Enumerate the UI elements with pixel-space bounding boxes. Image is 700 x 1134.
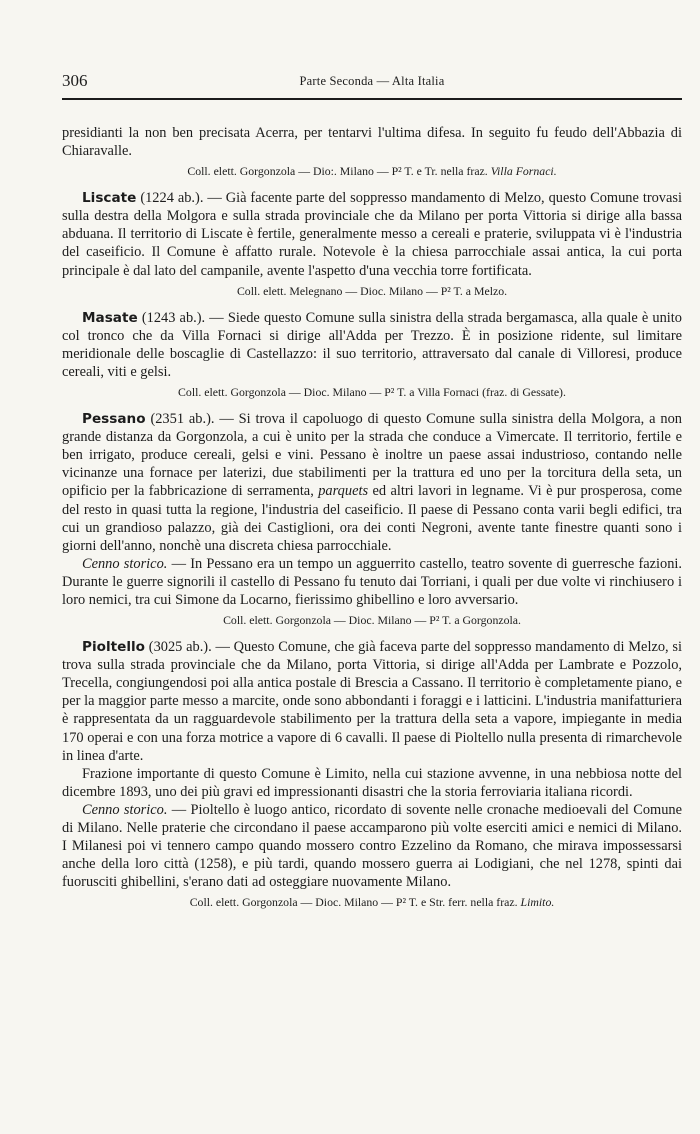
entry-masate [62,309,682,381]
entry-text: — Questo Comune, che già faceva parte del soppresso mandamento di Melzo, si trova sulla strada provinciale che da Milano, porta Vittoria, si dirige all'Adda per Lambrate e Pozzolo, Trecella, congiungendosi poi alla antica postale di Brescia a Cassano. Il territorio è completamente piano, e per la maggior parte messo a marcite, onde sono abbondanti i foraggi e i latticini. L'industria manifatturiera è rappresentata da un ragguardevole stabilimento per la trattura della seta a vapore, impiegante in media 170 operai e con una forza motrice a vapore di 6 cavalli. Il paese di Pioltello nulla presenta di rimarchevole in linea d'arte. [62,639,682,764]
entry-inhabitants: (1224 ab.). [136,190,204,207]
coll-line-masate: Coll. elett. Gorgonzola — Dioc. Milano — P² T. a Villa Fornaci (fraz. di Gessate). [178,385,566,400]
entry-name: Masate [82,309,138,326]
entry-name: Pessano [82,411,146,428]
entry-inhabitants: (2351 ab.). [145,411,215,428]
cenno-storico-text: — Pioltello è luogo antico, ricordato di sovente nelle cronache medioevali del Comune di Milano. Nelle praterie che circondano il paese accamparono più volte eserciti amici e nemici di Milano. I Milanesi poi vi tennero campo quando mossero contro Ezzelino da Romano, che mirava impossessarsi anche della loro città (1258), e più tardi, quando mossero guerra ai Lodigiani, che nel 1278, spinti dai fuorusciti ghibellini, s'erano dati ad osteggiare nuovamente Milano. [62,801,682,891]
coll-line-liscate: Coll. elett. Melegnano — Dioc. Milano — P² T. a Melzo. [236,283,508,298]
entry-text: — Siede questo Comune sulla sinistra della strada bergamasca, alla quale è unito col tronco che da Villa Fornaci si dirige all'Adda per Trezzo. È in posizione ridente, sul limitare meridionale delle boscaglie di Castellazzo: il suo territorio, attraversato dal canale di Villoresi, produce cereali, viti e gelsi. [62,309,683,380]
running-title: Parte Seconda — Alta Italia [299,74,445,88]
intro-paragraph: presidianti la non ben precisata Acerra, per tentarvi l'ultima difesa. In seguito fu feudo dell'Abbazia di Chiaravalle. [62,125,682,160]
intro-coll-line: Coll. elett. Gorgonzola — Dio:. Milano — P² T. e Tr. nella fraz. Villa Fornaci. [187,164,557,179]
page-number: 306 [62,71,88,90]
cenno-storico-pioltello [62,801,682,891]
cenno-storico-text: — In Pessano era un tempo un agguerrito castello, teatro sovente di guerresche fazioni. Durante le guerre signorili il castello di Pessano fu tenuto dai Torriani, i quali per due volte vi rinchiusero i loro nemici, tra cui Simone da Locarno, fierissimo ghibellino e loro avversario. [62,555,682,608]
cenno-storico-pessano [62,555,682,609]
header-rule [62,98,682,100]
entry-text: — Si trova il capoluogo di questo Comune sulla sinistra della Molgora, a non grande distanza da Gorgonzola, a cui è unito per la strada che conduce a Vimercate. Il territorio, fertile e ben irrigato, produce cereali, gelsi e vini. Pessano è inoltre un paese assai industrioso, contando nelle vicinanze una fornace per laterizi, due stabilimenti per la trattura ed uno per la torcitura della seta, un opificio per la fabbricazione di serramenta, [62,411,682,500]
page-body [62,124,682,920]
entry-text: — Già facente parte del soppresso mandamento di Melzo, questo Comune trovasi sulla destra della Molgora e sulla strada provinciale che da Milano per porta Vittoria si dirige alla bassa abduana. Il territorio di Liscate è fertile, generalmente messo a cereali e praterie, sviluppata vi è l'industria del caseificio. Il Comune è affatto rurale. Notevole è la chiesa parrocchiale assai antica, la cui porta principale è dal lato del campanile, avente l'aspetto d'una vecchia torre fortificata. [62,190,682,279]
page-header [62,71,682,95]
entry-pessano [62,410,682,555]
frazione-paragraph: Frazione importante di questo Comune è Limito, nella cui stazione avvenne, in una nebbiosa notte del dicembre 1893, uno dei più gravi ed impressionanti disastri che la storia ferroviaria italiana ricordi. [62,765,682,800]
coll-line-pioltello: Coll. elett. Gorgonzola — Dioc. Milano — P² T. e Str. ferr. nella fraz. Limito. [189,895,555,910]
entry-name: Liscate [82,190,137,207]
entry-name: Pioltello [82,639,145,656]
entry-liscate [62,189,682,279]
entry-inhabitants: (3025 ab.). [145,639,212,656]
cenno-storico-label: Cenno storico. [82,801,168,818]
entry-text-cont: ed altri lavori in legname. Vi è pur prosperosa, come del resto in quasi tutta la regione, l'industria del caseificio. Il paese di Pessano conta varii begli edifici, tra cui un grandioso palazzo, già dei Castiglioni, ora dei conti Negroni, avente tante finestre quanti sono i giorni dell'anno, nonchè una discreta chiesa parrocchiale. [62,483,682,554]
cenno-storico-label: Cenno storico. [82,555,168,572]
entry-italic-term: parquets [318,483,369,500]
entry-inhabitants: (1243 ab.). [137,309,206,326]
entry-pioltello [62,638,682,765]
coll-line-pessano: Coll. elett. Gorgonzola — Dioc. Milano — P² T. a Gorgonzola. [223,613,521,628]
